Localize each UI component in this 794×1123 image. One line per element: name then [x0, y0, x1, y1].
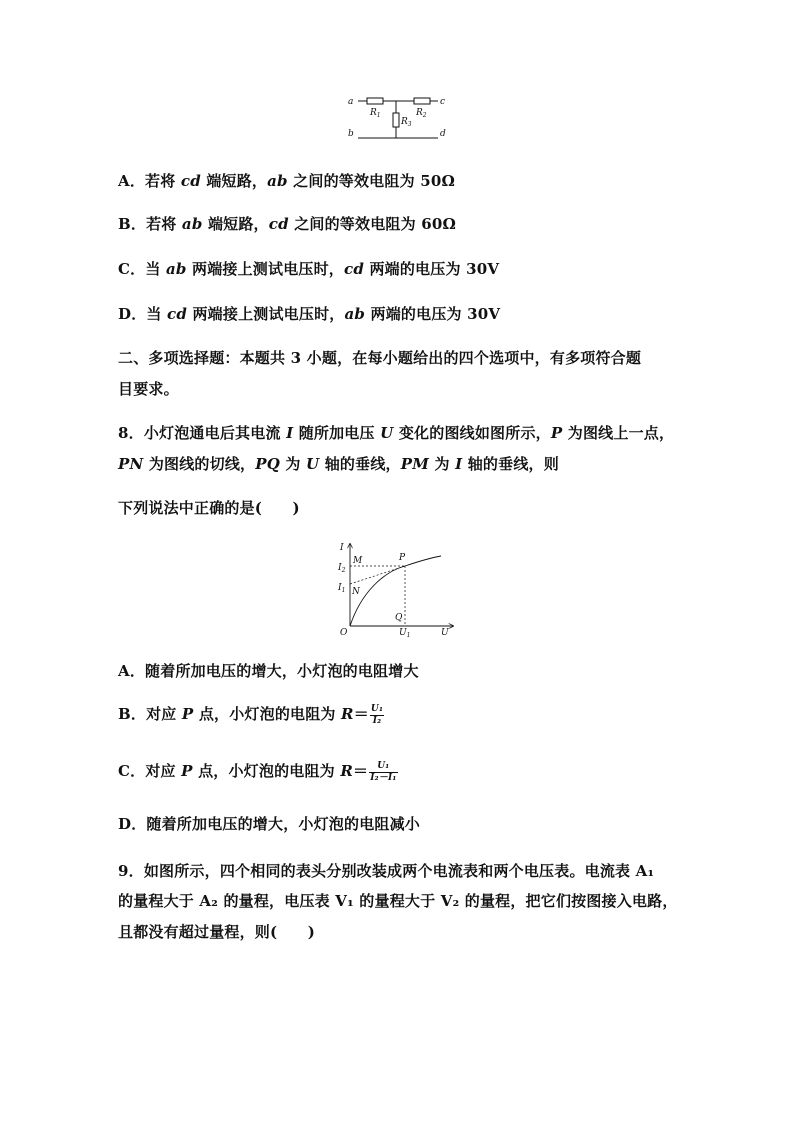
i-axis-label: I	[340, 543, 344, 553]
r1-label: $R_1$	[370, 108, 381, 119]
q8-option-c: C．对应 P 点，小灯泡的电阻为 R＝ $\frac{\text{U₁}}{\text{I₂－I₁}}$	[118, 760, 397, 783]
origin-label: O	[340, 628, 348, 638]
resistor-r3	[393, 113, 399, 127]
u-axis-label: U	[441, 628, 449, 638]
i2-tick-label: $I_2$	[338, 563, 346, 574]
q7-option-d: D．当 cd 两端接上测试电压时，ab 两端的电压为 30V	[118, 305, 501, 323]
terminal-d-label: d	[440, 129, 446, 139]
q9-stem-line2: 的量程大于 A₂ 的量程，电压表 V₁ 的量程大于 V₂ 的量程，把它们按图接入电路，	[118, 892, 678, 910]
resistor-r1	[367, 98, 383, 104]
terminal-a-label: a	[348, 97, 354, 107]
terminal-c-label: c	[440, 97, 446, 107]
q7-option-b: B．若将 ab 端短路，cd 之间的等效电阻为 60Ω	[118, 215, 457, 233]
resistance-fraction-b: $\frac{\text{U₁}}{\text{I₂}}$	[370, 703, 384, 726]
n-point-label: N	[352, 587, 360, 597]
resistor-r2	[414, 98, 430, 104]
p-point-label: P	[399, 553, 406, 563]
m-point-label: M	[353, 556, 363, 566]
q8-stem-line3: 下列说法中正确的是( )	[118, 499, 300, 517]
q8-stem-line1: 8．小灯泡通电后其电流 I 随所加电压 U 变化的图线如图所示，P 为图线上一点，	[118, 424, 675, 442]
r2-label: $R_2$	[416, 108, 427, 119]
q8-stem-line2: PN 为图线的切线，PQ 为 U 轴的垂线，PM 为 I 轴的垂线，则	[118, 455, 559, 473]
resistance-fraction-c: $\frac{\text{U₁}}{\text{I₂－I₁}}$	[370, 760, 397, 783]
q-point-label: Q	[395, 613, 403, 623]
r3-label: $R_3$	[401, 117, 412, 128]
i1-tick-label: $I_1$	[338, 583, 346, 594]
current-voltage-graph	[335, 538, 460, 638]
section2-heading-line1: 二、多项选择题：本题共 3 小题，在每小题给出的四个选项中，有多项符合题	[118, 349, 642, 367]
u1-tick-label: $U_1$	[399, 628, 411, 638]
q9-stem-line1: 9．如图所示，四个相同的表头分别改装成两个电流表和两个电压表。电流表 A₁	[118, 862, 655, 880]
q9-stem-line3: 且都没有超过量程，则( )	[118, 923, 315, 941]
section2-heading-line2: 目要求。	[118, 380, 179, 398]
q8-option-d: D．随着所加电压的增大，小灯泡的电阻减小	[118, 815, 421, 833]
resistor-network-diagram	[340, 88, 460, 142]
q8-option-b: B．对应 P 点，小灯泡的电阻为 R＝ $\frac{\text{U₁}}{\text{I₂}}$	[118, 703, 384, 726]
q7-option-c: C．当 ab 两端接上测试电压时，cd 两端的电压为 30V	[118, 260, 500, 278]
q8-option-a: A．随着所加电压的增大，小灯泡的电阻增大	[118, 662, 419, 680]
terminal-b-label: b	[348, 129, 354, 139]
q7-option-a: A．若将 cd 端短路，ab 之间的等效电阻为 50Ω	[118, 172, 456, 190]
